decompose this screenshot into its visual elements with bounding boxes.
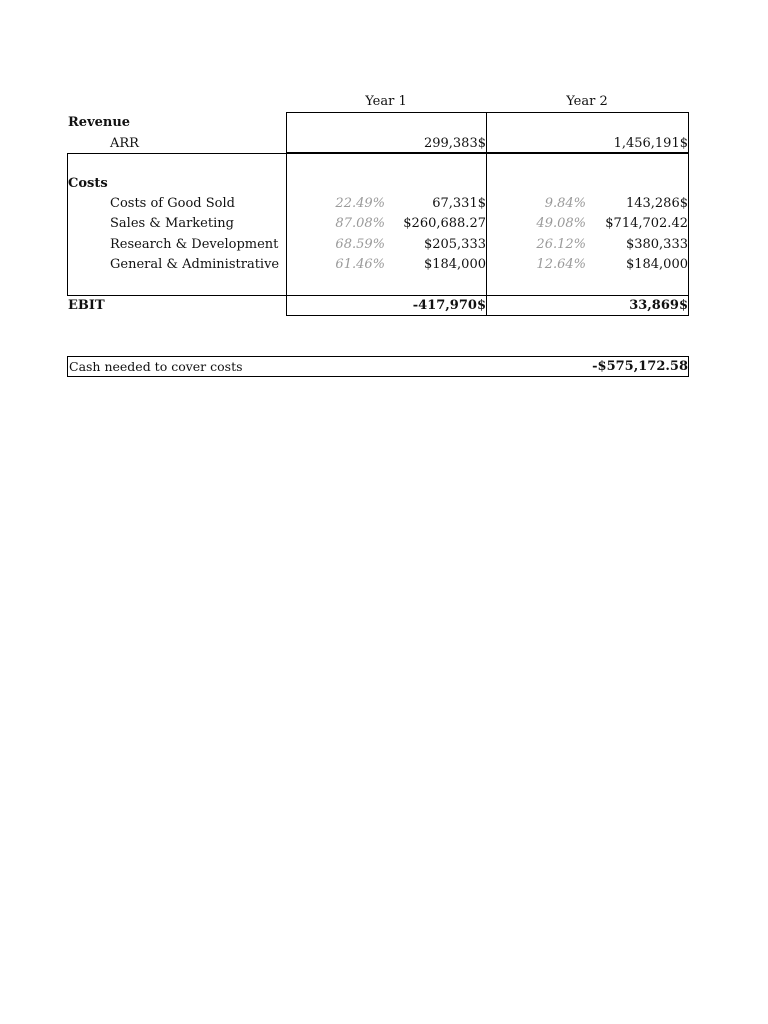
cost-value-year-1-general-administrative: $184,000	[423, 257, 486, 272]
cost-value-year-2-cogs: 143,286$	[625, 196, 688, 211]
cost-value-year-2-sales-marketing: $714,702.42	[605, 216, 688, 231]
ebit-label: EBIT	[68, 298, 105, 313]
cost-value-year-1-research-development: $205,333	[423, 237, 486, 252]
cost-pct-year-2-cogs: 9.84%	[544, 196, 586, 211]
revenue-title: Revenue	[68, 115, 131, 130]
ebit-year-1: -417,970$	[412, 298, 486, 313]
cost-value-year-2-research-development: $380,333	[625, 237, 688, 252]
cost-value-year-1-cogs: 67,331$	[432, 196, 486, 211]
cost-pct-year-1-cogs: 22.49%	[335, 196, 385, 211]
cost-label-sales-marketing: Sales & Marketing	[110, 216, 234, 231]
costs-divider-mid	[486, 153, 487, 296]
revenue-divider	[486, 112, 487, 153]
year-1-header: Year 1	[365, 94, 407, 109]
cash-value: -$575,172.58	[592, 359, 688, 374]
ebit-year-2: 33,869$	[629, 298, 688, 313]
cash-label: Cash needed to cover costs	[69, 359, 243, 374]
arr-year-2: 1,456,191$	[613, 136, 688, 151]
ebit-divider	[486, 295, 487, 316]
arr-label: ARR	[110, 136, 139, 151]
year-2-header: Year 2	[566, 94, 608, 109]
cost-pct-year-1-research-development: 68.59%	[335, 237, 385, 252]
cost-label-research-development: Research & Development	[110, 237, 279, 252]
cost-pct-year-1-sales-marketing: 87.08%	[335, 216, 385, 231]
cost-pct-year-2-research-development: 26.12%	[536, 237, 586, 252]
cost-label-general-administrative: General & Administrative	[110, 257, 280, 272]
cost-pct-year-1-general-administrative: 61.46%	[335, 257, 385, 272]
cost-pct-year-2-sales-marketing: 49.08%	[536, 216, 586, 231]
cost-value-year-1-sales-marketing: $260,688.27	[403, 216, 486, 231]
cost-label-cogs: Costs of Good Sold	[110, 196, 235, 211]
cost-value-year-2-general-administrative: $184,000	[625, 257, 688, 272]
arr-year-1: 299,383$	[423, 136, 486, 151]
costs-divider-left	[286, 153, 287, 296]
costs-title: Costs	[68, 176, 108, 191]
cost-pct-year-2-general-administrative: 12.64%	[536, 257, 586, 272]
